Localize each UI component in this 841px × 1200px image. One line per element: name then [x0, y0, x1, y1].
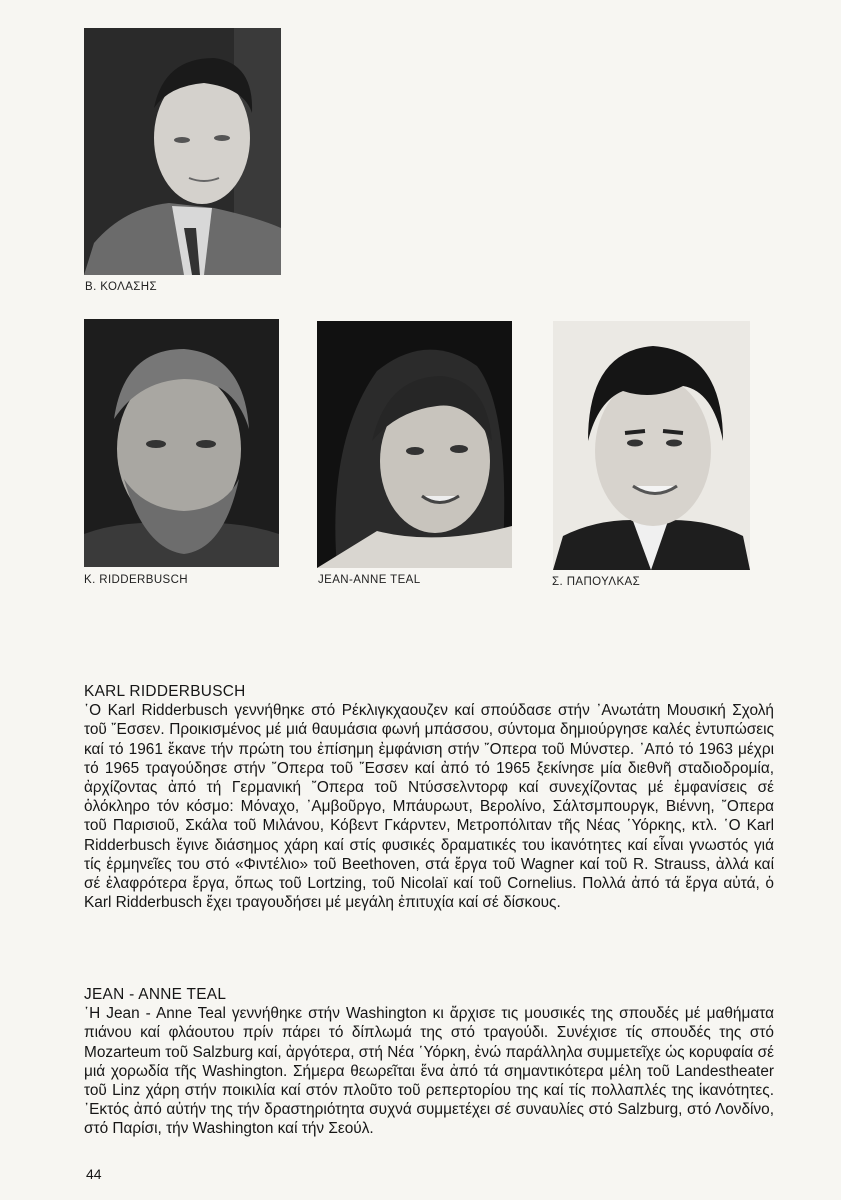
page-number: 44: [86, 1166, 102, 1182]
bio-ridderbusch: [84, 682, 774, 912]
bio-text: ῾Η Jean - Anne Teal γεννήθηκε στήν Washington κι ἄρχισε τις μουσικές της σπουδές μέ μαθήματα πιάνου καί φλάουτου πρίν πάρει τό δίπλωμά της στό τραγούδι. Συνέχισε τίς σπουδές της στό Mozarteum τοῦ Salzburg καί, ἀργότερα, στή Νέα ῾Υόρκη, ἐνώ παράλληλα συμμετεῖχε ὡς κορυφαία σέ μιά χορωδία τῆς Washington. Σήμερα θεωρεῖται ἕνα ἀπό τά σημαντικότερα μέλη τοῦ Landestheater τοῦ Linz χάρη στήν ποικιλία καί στόν πλοῦτο τοῦ ρεπερτορίου της καί τίς πολλαπλές της ἱκανότητες. ᾿Εκτός ἀπό αὐτήν της τήν δραστηριότητα συχνά συμμετέχει σέ συναυλίες στό Salzburg, στό Λονδίνο, στό Παρίσι, τήν Washington καί τήν Σεούλ.: [84, 1005, 774, 1138]
portrait-photo-papoulkas: [553, 321, 750, 570]
caption-ridderbusch: K. RIDDERBUSCH: [84, 574, 189, 586]
caption-papoulkas: Σ. ΠΑΠΟΥΛΚΑΣ: [552, 576, 641, 588]
bio-text: ῾Ο Karl Ridderbusch γεννήθηκε στό Ρέκλιγκχαουζεν καί σπούδασε στήν ᾿Ανωτάτη Μουσική Σχολή τοῦ ῎Εσσεν. Προικισμένος μέ μιά θαυμάσια φωνή μπάσσου, σύντομα δημιούργησε καλές ἐντυπώσεις καί τό 1961 ἔκανε τήν πρώτη του ἐπίσημη ἐμφάνιση στήν ῎Οπερα τοῦ Μύνστερ. ᾿Από τό 1963 μέχρι τό 1965 τραγούδησε στήν ῎Οπερα τοῦ ῎Εσσεν καί ἀπό τό 1965 ξεκίνησε μία διεθνῆ σταδιοδρομία, ἀρχίζοντας ἀπό τή Γερμανική ῎Οπερα τοῦ Ντύσσελντορφ καί συνεχίζοντας μέ ἐμφανίσεις σέ ὁλόκληρο τόν κόσμο: Μόναχο, ᾿Αμβοῦργο, Μπάυρωυτ, Βερολίνο, Σάλτσμπουργκ, Βιέννη, ῎Οπερα τοῦ Παρισιοῦ, Σκάλα τοῦ Μιλάνου, Κόβεντ Γκάρντεν, Μετροπόλιταν τῆς Νέας ῾Υόρκης, κτλ. ῾Ο Karl Ridderbusch ἔγινε διάσημος χάρη καί στίς φυσικές δραματικές του ἱκανότητες καί εἶναι γνωστός γιά τίς ἑρμηνεῖες του στό «Φιντέλιο» τοῦ Beethoven, στά ἔργα τοῦ Wagner καί τοῦ R. Strauss, ἀλλά καί σέ ἐλαφρότερα ἔργα, ὅπως τοῦ Lortzing, τοῦ Nicolaï καί τοῦ Cornelius. Πολλά ἀπό τά ἔργα αὐτά, ὁ Karl Ridderbusch ἔχει τραγουδήσει μέ μεγάλη ἐπιτυχία καί σέ δίσκους.: [84, 702, 774, 912]
caption-kolasis: Β. ΚΟΛΑΣΗΣ: [85, 281, 157, 293]
portrait-photo-kolasis: [84, 28, 281, 275]
bio-teal: [84, 985, 774, 1139]
portrait-photo-ridderbusch: [84, 319, 279, 567]
bio-name: JEAN - ANNE TEAL: [84, 986, 227, 1003]
bio-name: KARL RIDDERBUSCH: [84, 683, 246, 700]
caption-teal: JEAN-ANNE TEAL: [318, 574, 421, 586]
portrait-photo-teal: [317, 321, 512, 568]
